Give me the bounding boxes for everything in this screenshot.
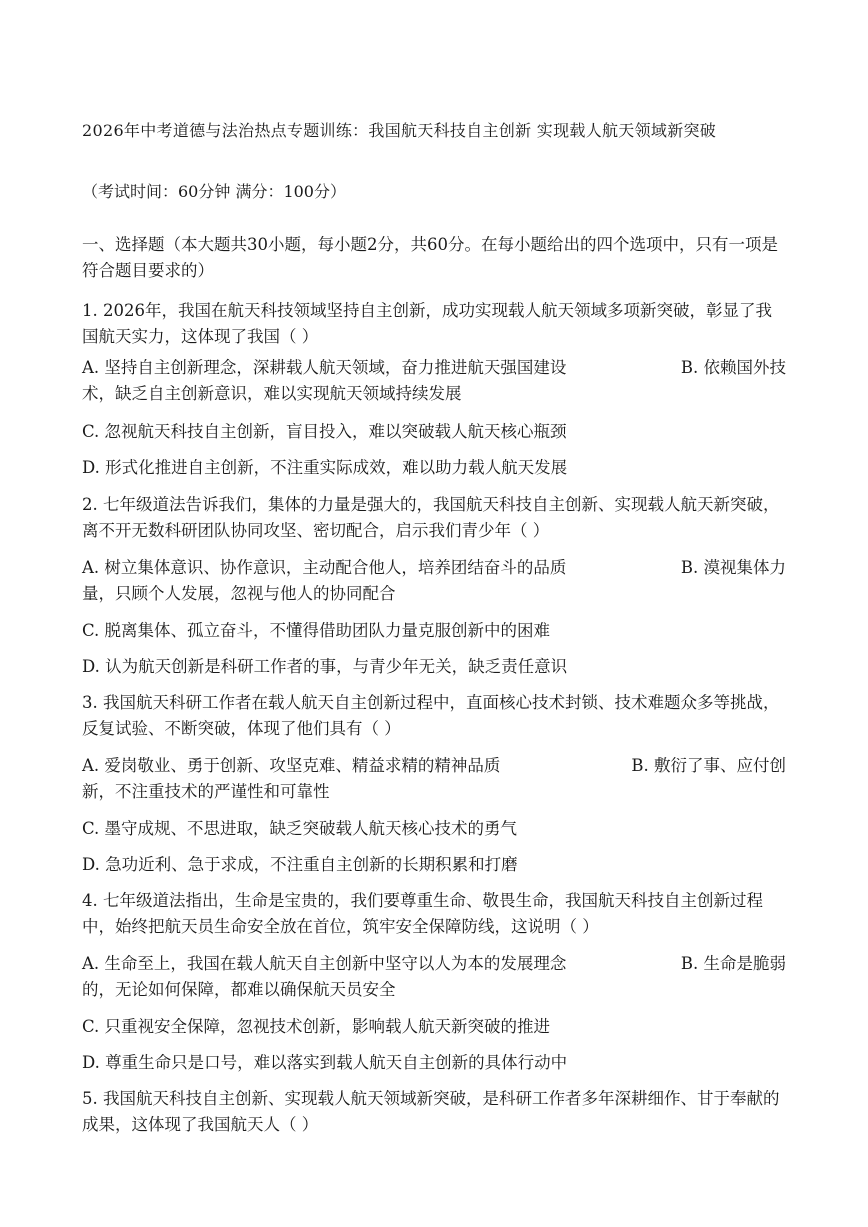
question-4-options-ab (82, 951, 786, 1003)
question-4-option-b-continued: 的，无论如何保障，都难以确保航天员安全 (82, 980, 396, 999)
document-title: 2026年中考道德与法治热点专题训练：我国航天科技自主创新 实现载人航天领域新突破 (82, 121, 717, 140)
question-3-stem: 3. 我国航天科研工作者在载人航天自主创新过程中，直面核心技术封锁、技术难题众多等挑战，反复试验、不断突破，体现了他们具有（ ） (82, 693, 780, 738)
question-2-options-ab (82, 555, 786, 607)
question-2-option-a: A. 树立集体意识、协作意识，主动配合他人，培养团结奋斗的品质 (82, 558, 567, 577)
question-3-option-b: B. 敷衍了事、应付创 (631, 756, 786, 775)
question-3-option-a: A. 爱岗敬业、勇于创新、攻坚克难、精益求精的精神品质 (82, 756, 501, 775)
question-1-option-b-continued: 术，缺乏自主创新意识，难以实现航天领域持续发展 (82, 384, 462, 403)
question-4-option-a: A. 生命至上，我国在载人航天自主创新中坚守以人为本的发展理念 (82, 954, 567, 973)
question-1-option-d: D. 形式化推进自主创新，不注重实际成效，难以助力载人航天发展 (82, 458, 568, 477)
section-heading: 一、选择题（本大题共30小题，每小题2分，共60分。在每小题给出的四个选项中，只有一项是符合题目要求的） (82, 235, 778, 280)
question-2-stem: 2. 七年级道法告诉我们，集体的力量是强大的，我国航天科技自主创新、实现载人航天新突破，离不开无数科研团队协同攻坚、密切配合，启示我们青少年（ ） (82, 495, 780, 540)
question-5-stem: 5. 我国航天科技自主创新、实现载人航天领域新突破，是科研工作者多年深耕细作、甘于奉献的成果，这体现了我国航天人（ ） (82, 1089, 780, 1134)
question-3-option-d: D. 急功近利、急于求成，不注重自主创新的长期积累和打磨 (82, 855, 518, 874)
question-4-option-c: C. 只重视安全保障，忽视技术创新，影响载人航天新突破的推进 (82, 1017, 551, 1036)
question-1-stem: 1. 2026年，我国在航天科技领域坚持自主创新，成功实现载人航天领域多项新突破，彰显了我国航天实力，这体现了我国（ ） (82, 301, 772, 346)
question-3-option-b-continued: 新，不注重技术的严谨性和可靠性 (82, 782, 330, 801)
question-2-option-c: C. 脱离集体、孤立奋斗，不懂得借助团队力量克服创新中的困难 (82, 621, 551, 640)
question-2-option-b: B. 漠视集体力 (680, 558, 786, 577)
question-4-option-d: D. 尊重生命只是口号，难以落实到载人航天自主创新的具体行动中 (82, 1053, 568, 1072)
question-1-option-b: B. 依赖国外技 (680, 358, 786, 377)
question-2-option-d: D. 认为航天创新是科研工作者的事，与青少年无关，缺乏责任意识 (82, 657, 568, 676)
question-3-option-c: C. 墨守成规、不思进取，缺乏突破载人航天核心技术的勇气 (82, 819, 518, 838)
question-4-option-b: B. 生命是脆弱 (680, 954, 786, 973)
question-4-stem: 4. 七年级道法指出，生命是宝贵的，我们要尊重生命、敬畏生命，我国航天科技自主创新过程中，始终把航天员生命安全放在首位，筑牢安全保障防线，这说明（ ） (82, 891, 763, 936)
question-1-option-a: A. 坚持自主创新理念，深耕载人航天领域，奋力推进航天强国建设 (82, 358, 567, 377)
question-3-options-ab (82, 753, 786, 805)
exam-info: （考试时间：60分钟 满分：100分） (82, 182, 346, 201)
question-1-option-c: C. 忽视航天科技自主创新，盲目投入，难以突破载人航天核心瓶颈 (82, 422, 567, 441)
question-1-options-ab (82, 355, 786, 407)
question-2-option-b-continued: 量，只顾个人发展，忽视与他人的协同配合 (82, 584, 396, 603)
